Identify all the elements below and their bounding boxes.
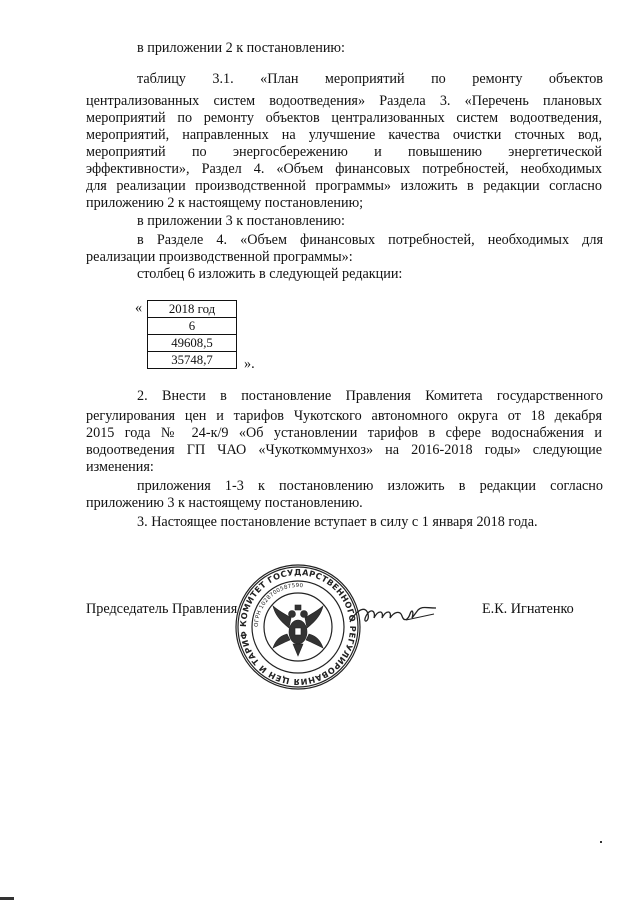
scan-artifact [600,841,602,843]
table-cell-value-1: 49608,5 [148,335,237,352]
app2-line2: централизованных систем водоотведения» Раздела 3. «Перечень плановых [86,93,602,109]
app3-line2: реализации производственной программы»: [86,249,353,265]
item2-line6: приложения 1-3 к постановлению изложить в редакции согласно [137,478,603,494]
column6-table [147,300,237,369]
item2-line5: изменения: [86,459,154,475]
app2-line6: эффективности», Раздел 4. «Объем финансовых потребностей, необходимых [86,161,602,177]
table-close-quote: ». [244,356,255,372]
table-cell-value-2: 35748,7 [148,352,237,369]
handwritten-signature [348,600,438,635]
item2-line1: 2. Внести в постановление Правления Комитета государственного [137,388,603,404]
app2-line4: мероприятий, направленных на улучшение качества очистки сточных вод, [86,127,602,143]
signatory-name: Е.К. Игнатенко [482,601,574,617]
seal-outer-text: КОМИТЕТ ГОСУДАРСТВЕННОГО РЕГУЛИРОВАНИЯ ЦЕН И ТАРИФ [237,566,359,688]
table-cell-column-number: 6 [148,318,237,335]
app2-line3: мероприятий по ремонту объектов централизованных систем водоотведения, [86,110,602,126]
signatory-position: Председатель Правления [86,601,238,617]
table-open-quote: « [135,300,143,316]
item2-line2: регулирования цен и тарифов Чукотского автономного округа от 18 декабря [86,408,602,424]
item2-line7: приложению 3 к настоящему постановлению. [86,495,363,511]
official-seal [233,562,363,697]
app2-heading: в приложении 2 к постановлению: [137,40,345,56]
table-cell-year: 2018 год [148,301,237,318]
app2-line7: для реализации производственной программы» изложить в редакции согласно [86,178,602,194]
app2-line1: таблицу 3.1. «План мероприятий по ремонту объектов [137,71,603,87]
scan-artifact [0,897,14,900]
app3-line1: в Разделе 4. «Объем финансовых потребностей, необходимых для [137,232,603,248]
app2-line5: мероприятий по энергосбережению и повышению энергетической [86,144,602,160]
app2-line8: приложению 2 к настоящему постановлению; [86,195,364,211]
item2-line3: 2015 года № 24-к/9 «Об установлении тарифов в сфере водоснабжения и [86,425,602,441]
item2-line4: водоотведения ГП ЧАО «Чукоткоммунхоз» на 2016-2018 годы» следующие [86,442,602,458]
app3-heading: в приложении 3 к постановлению: [137,213,345,229]
app3-line3: столбец 6 изложить в следующей редакции: [137,266,403,282]
seal-graphic [233,562,363,692]
item3-line1: 3. Настоящее постановление вступает в силу с 1 января 2018 года. [137,514,538,530]
seal-inner-text: ОГРН 1028700587590 [253,582,304,628]
